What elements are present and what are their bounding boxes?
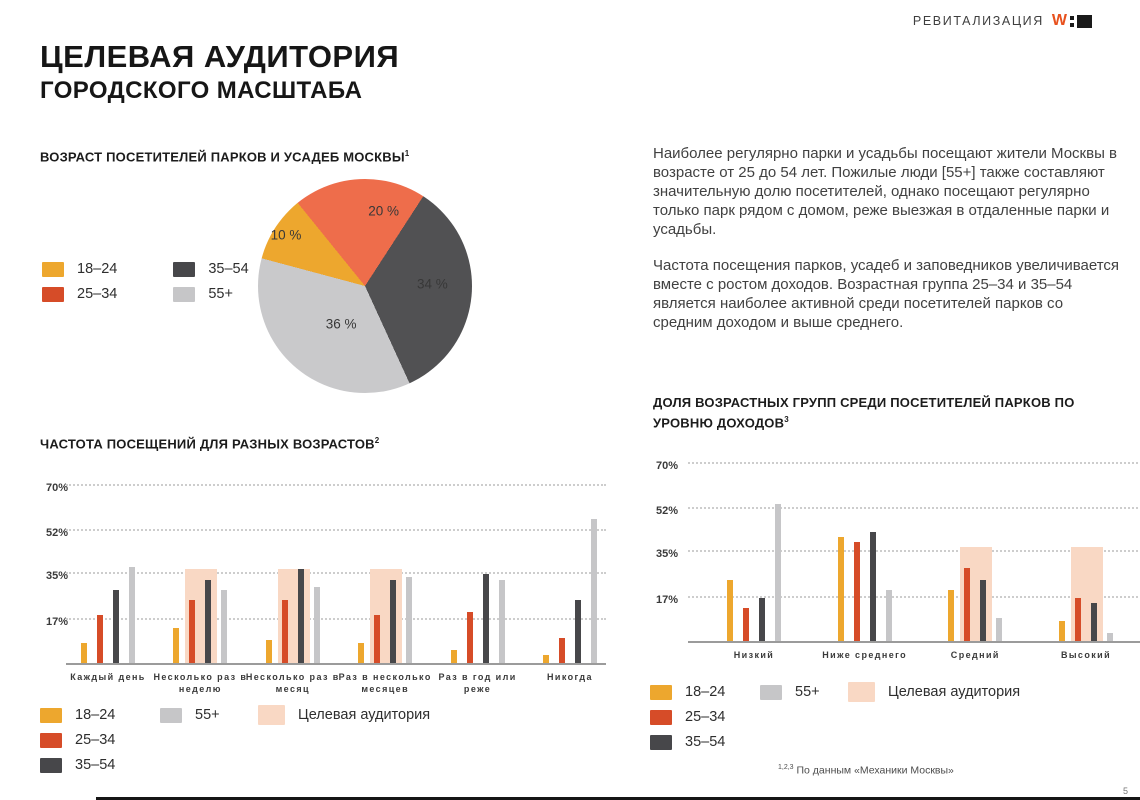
category-label: Раз в несколько месяцев [338, 672, 432, 694]
bar [886, 590, 892, 641]
bar-group [153, 477, 248, 694]
bar-group [338, 477, 432, 694]
y-tick-label: 35% [655, 548, 678, 561]
legend-swatch [42, 262, 64, 277]
bar [838, 537, 844, 641]
bar [358, 643, 364, 663]
legend-label: 55+ [208, 286, 233, 302]
paragraph-income: Частота посещения парков, усадеб и заповедников увеличивается вместе с ростом доходов. Возрастная группа 25–34 и 35–54 является наиболее активной среди посетителей парков со средним доходом и выше среднего. [653, 257, 1120, 331]
bar-group [822, 455, 908, 660]
category-label: Никогда [547, 672, 593, 682]
page-title-line1: ЦЕЛЕВАЯ АУДИТОРИЯ [40, 39, 400, 74]
legend-swatch [40, 733, 62, 748]
gridline [66, 572, 606, 574]
legend-swatch [160, 708, 182, 723]
legend-label: 18–24 [685, 684, 726, 700]
legend-label: Целевая аудитория [888, 684, 1021, 700]
bar [854, 542, 860, 641]
income-chart-yaxis [650, 455, 678, 643]
legend-swatch [173, 262, 195, 277]
pie-section-title: ВОЗРАСТ ПОСЕТИТЕЛЕЙ ПАРКОВ И УСАДЕБ МОСКВЫ$^1$ [40, 149, 410, 165]
legend-swatch [760, 685, 782, 700]
page-title-line2: ГОРОДСКОГО МАСШТАБА [40, 76, 363, 104]
y-tick-label: 70% [655, 459, 678, 472]
frequency-chart [40, 477, 592, 697]
revitalization-logo [1052, 14, 1092, 28]
legend-label: 25–34 [75, 732, 116, 748]
page-title [40, 40, 399, 105]
logo-w-letter: W [1051, 12, 1067, 29]
legend-item [650, 684, 760, 700]
y-tick-label: 70% [45, 481, 68, 494]
income-chart-plot [688, 455, 1140, 660]
y-tick-label: 17% [45, 616, 68, 628]
bar [266, 640, 272, 663]
legend-swatch [42, 287, 64, 302]
bar [743, 608, 749, 641]
legend-swatch [650, 710, 672, 725]
legend-item [173, 261, 248, 277]
legend-item [848, 684, 1020, 700]
legend-label: 35–54 [75, 757, 116, 773]
bar [543, 655, 549, 663]
legend-label: 18–24 [77, 261, 118, 277]
pie-slice-label: 20 % [368, 203, 400, 219]
bar [390, 580, 396, 663]
gridline [66, 529, 606, 531]
bar [298, 569, 304, 663]
legend-item [160, 707, 258, 723]
brand-name: РЕВИТАЛИЗАЦИЯ [912, 14, 1044, 28]
header [913, 14, 1092, 28]
paragraph-regular-visitors: Наиболее регулярно парки и усадьбы посещают жители Москвы в возрасте от 25 до 54 лет. Пожилые люди [55+] также составляют значительную долю посетителей, однако посещают регулярно только парк рядом с домом, реже выезжая в отдаленные парки и усадьбы. [653, 145, 1118, 238]
legend-swatch [650, 685, 672, 700]
category-label: Несколько раз в неделю [153, 672, 248, 694]
bar [282, 600, 288, 663]
bar [1091, 603, 1097, 641]
bar [173, 628, 179, 663]
category-label: Ниже среднего [822, 650, 908, 660]
legend-swatch [40, 708, 62, 723]
age-pie-chart [258, 179, 472, 393]
frequency-chart-plot [66, 477, 606, 694]
bar [499, 580, 505, 663]
legend-swatch [650, 735, 672, 750]
legend-item [650, 709, 760, 725]
bar-group [722, 455, 786, 660]
bar [1107, 633, 1113, 641]
y-tick-label: 17% [655, 594, 678, 606]
bar [759, 598, 765, 641]
bar-group [538, 477, 602, 682]
legend-item [42, 261, 117, 277]
bar [406, 577, 412, 663]
bar [980, 580, 986, 641]
legend-label: 18–24 [75, 707, 116, 723]
bar [559, 638, 565, 663]
bar [727, 580, 733, 641]
logo-colon-icon [1070, 16, 1074, 27]
gridline [66, 618, 606, 620]
bar [1059, 621, 1065, 641]
pie-slice-label: 10 % [270, 227, 302, 243]
pie-slice-label: 34 % [416, 276, 448, 292]
legend-item [173, 286, 248, 302]
bar [374, 615, 380, 663]
legend-item [760, 684, 848, 700]
bar [129, 567, 135, 663]
frequency-chart-yaxis [40, 477, 68, 665]
bar [575, 600, 581, 663]
legend-item [40, 757, 160, 773]
y-tick-label: 35% [45, 570, 68, 583]
bar [1075, 598, 1081, 641]
income-chart-legend [650, 684, 1020, 750]
bar-group [245, 477, 340, 694]
legend-item [40, 707, 160, 723]
bar [467, 612, 473, 663]
gridline [66, 484, 606, 486]
bar [591, 519, 597, 663]
legend-swatch [848, 682, 875, 702]
logo-block-icon [1077, 15, 1092, 28]
bar-group [943, 455, 1007, 660]
category-label: Несколько раз в месяц [245, 672, 340, 694]
bar [870, 532, 876, 641]
legend-label: 25–34 [77, 286, 118, 302]
bar [81, 643, 87, 663]
legend-label: 35–54 [208, 261, 249, 277]
legend-item [650, 734, 760, 750]
bar [189, 600, 195, 663]
category-label: Высокий [1060, 650, 1111, 660]
frequency-chart-legend [40, 707, 430, 773]
bar [113, 590, 119, 663]
category-label: Раз в год или реже [438, 672, 517, 694]
frequency-section-title: ЧАСТОТА ПОСЕЩЕНИЙ ДЛЯ РАЗНЫХ ВОЗРАСТОВ$^2$ [40, 436, 380, 452]
legend-label: 35–54 [685, 734, 726, 750]
legend-item [258, 707, 430, 723]
bar [221, 590, 227, 663]
category-label: Каждый день [70, 672, 146, 682]
income-chart [650, 455, 1111, 675]
legend-label: 55+ [195, 707, 220, 723]
footnote: $^{1,2,3}$ По данным «Механики Москвы» [778, 764, 954, 777]
pie-legend [42, 261, 249, 302]
bar [948, 590, 954, 641]
bar [775, 504, 781, 641]
legend-item [42, 286, 117, 302]
category-label: Низкий [733, 650, 775, 660]
bar [205, 580, 211, 663]
bar [314, 587, 320, 663]
legend-label: 25–34 [685, 709, 726, 725]
legend-swatch [173, 287, 195, 302]
bar [483, 574, 489, 663]
legend-label: Целевая аудитория [298, 707, 431, 723]
income-section-title: ДОЛЯ ВОЗРАСТНЫХ ГРУПП СРЕДИ ПОСЕТИТЕЛЕЙ ПАРКОВ ПО УРОВНЮ ДОХОДОВ$^3$ [653, 395, 1075, 431]
category-label: Средний [950, 650, 1000, 660]
bar-group [70, 477, 146, 682]
pie-slice-label: 36 % [325, 316, 357, 332]
legend-swatch [40, 758, 62, 773]
legend-item [40, 732, 160, 748]
bar [451, 650, 457, 663]
bar-group [1054, 455, 1118, 660]
legend-swatch [258, 705, 285, 725]
page-number: 5 [1122, 786, 1128, 796]
bar [996, 618, 1002, 641]
bar [964, 568, 970, 641]
bar [97, 615, 103, 663]
y-tick-label: 52% [655, 505, 678, 518]
bar-group [438, 477, 517, 694]
y-tick-label: 52% [45, 527, 68, 540]
legend-label: 55+ [795, 684, 820, 700]
